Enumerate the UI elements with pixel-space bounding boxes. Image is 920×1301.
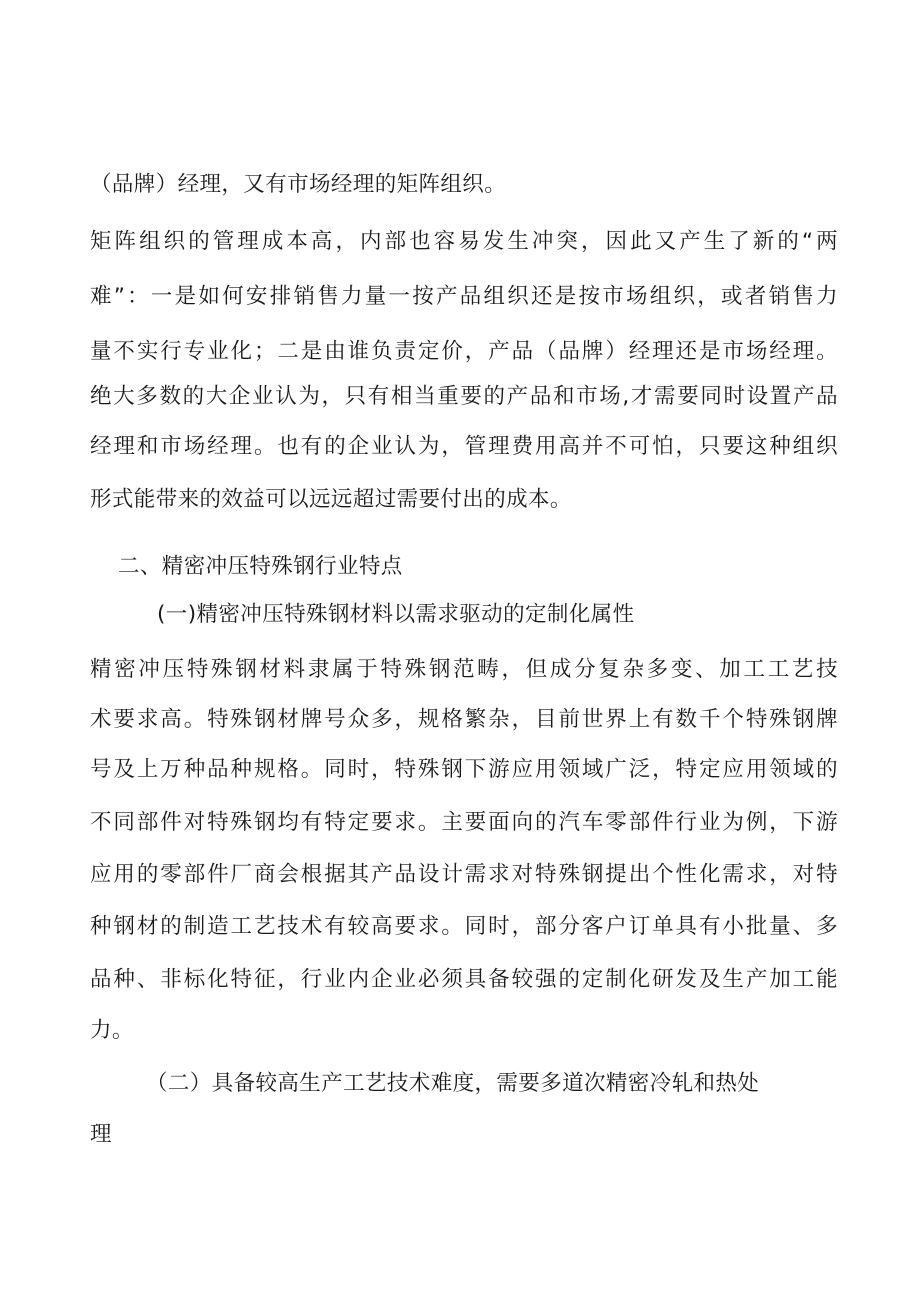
- subsection-heading: （二）具备较高生产工艺技术难度，需要多道次精密冷轧和热处: [146, 1071, 760, 1096]
- paragraph-line: 种钢材的制造工艺技术有较高要求。同时，部分客户订单具有小批量、多: [90, 914, 838, 939]
- paragraph-line: 应用的零部件厂商会根据其产品设计需求对特殊钢提出个性化需求，对特: [90, 862, 838, 887]
- paragraph-line: 号及上万种品种规格。同时，特殊钢下游应用领域广泛，特定应用领域的: [90, 757, 838, 782]
- paragraph-line: 绝大多数的大企业认为，只有相当重要的产品和市场,才需要同时设置产品: [90, 384, 838, 409]
- paragraph-line: 精密冲压特殊钢材料隶属于特殊钢范畴，但成分复杂多变、加工工艺技: [90, 657, 838, 682]
- subsection-heading: (一)精密冲压特殊钢材料以需求驱动的定制化属性: [157, 602, 635, 627]
- paragraph-line: 品种、非标化特征，行业内企业必须具备较强的定制化研发及生产加工能: [90, 967, 838, 992]
- paragraph-line: 量不实行专业化；二是由谁负责定价，产品（品牌）经理还是市场经理。: [90, 339, 838, 364]
- paragraph-line: （品牌）经理，又有市场经理的矩阵组织。: [90, 172, 507, 197]
- paragraph-line: 不同部件对特殊钢均有特定要求。主要面向的汽车零部件行业为例，下游: [90, 810, 838, 835]
- paragraph-line: 力。: [90, 1018, 134, 1043]
- paragraph-line: 难”：一是如何安排销售力量一按产品组织还是按市场组织，或者销售力: [90, 284, 838, 309]
- paragraph-line: 矩阵组织的管理成本高，内部也容易发生冲突，因此又产生了新的“两: [90, 229, 838, 254]
- paragraph-line: 经理和市场经理。也有的企业认为，管理费用高并不可怕，只要这种组织: [90, 434, 838, 459]
- section-heading: 二、精密冲压特殊钢行业特点: [118, 554, 403, 579]
- subsection-heading-continuation: 理: [90, 1122, 112, 1147]
- paragraph-line: 形式能带来的效益可以远远超过需要付出的成本。: [90, 487, 572, 512]
- paragraph-line: 术要求高。特殊钢材牌号众多，规格繁杂，目前世界上有数千个特殊钢牌: [90, 707, 838, 732]
